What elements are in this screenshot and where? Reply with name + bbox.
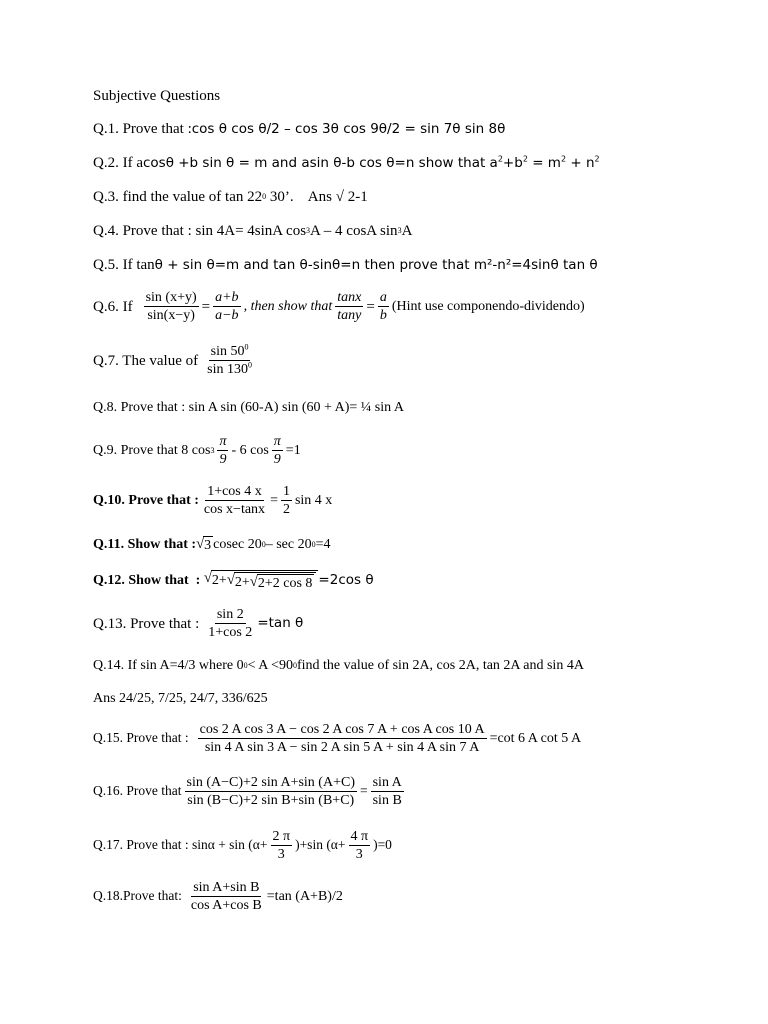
question-5: Q.5. If tan θ + sin θ=m and tan θ-sinθ=n then prove that m²-n²=4sinθ tan θ [93,256,598,273]
question-9: Q.9. Prove that 8 cos 3 $\frac{\pi}{9}$ - 6 cos $\frac{\pi}{9}$ =1 [93,434,301,468]
fraction: $\frac{a+b}{a-b}$ [215,290,239,324]
question-14: Q.14. If sin A=4/3 where 0 0 < A <90 0 find the value of sin 2A, cos 2A, tan 2A and sin 4A [93,658,584,673]
fraction: $\frac{\tan x}{\tan y}$ [337,290,362,324]
square-root: √ 3 [196,536,212,553]
question-2: Q.2. If a cosθ +b sin θ = m and asin θ-b cos θ=n show that $a^2+b^2 = m^2 + n^2$ [93,154,600,171]
question-1: Q.1. Prove that : cos θ cos θ/2 – cos 3θ cos 9θ/2 = sin 7θ sin 8θ [93,120,506,137]
question-15: Q.15. Prove that : $\frac{\text{cos 2 A cos 3 A − cos 2 A cos 7 A + cos A cos 10 A}}{\text{sin 4 A sin 3 A − sin 2 A sin 5 A + sin 4 A sin 7 A}}$ =cot 6 A cot 5 A [93,722,582,756]
question-4: Q.4. Prove that : sin 4A= 4sinA cos 3 A – 4 cosA sin 3 A [93,223,413,239]
fraction: $\frac{\sin 50^0}{\sin 130^0}$ [207,342,252,378]
question-3: Q.3. find the value of tan 22 0 30’. Ans √ 2-1 [93,189,368,205]
question-6: Q.6. If $\frac{\sin (x+y)}{\sin(x-y)}$ = $\frac{a+b}{a-b}$ , then show that $\frac{\tan x}{\tan y}$ = $\frac{a}{b}$ (Hint use componendo-dividendo) [93,290,585,324]
fraction: $\frac{\pi}{9}$ [273,434,281,468]
question-10: Q.10. Prove that : $\frac{1+\cos 4 x}{\text{cos x−tanx}}$ = $\frac{1}{2}$ sin 4 x [93,484,333,518]
fraction: $\frac{\text{sin (A−C)+2 sin A+sin (A+C)}}{\text{sin (B−C)+2 sin B+sin (B+C)}}$ [186,775,355,809]
fraction: $\frac{\sin 2}{1+\cos 2}$ [208,607,253,641]
fraction: $\frac{\sin (x+y)}{\sin(x-y)}$ [145,290,197,324]
fraction: $\frac{1}{2}$ [282,484,290,518]
fraction: $\frac{4 \pi}{3}$ [350,829,369,863]
fraction: $\frac{\text{sin A}}{\text{sin B}}$ [372,775,402,809]
question-11: Q.11. Show that : √ 3 cosec 20 0 – sec 20 0 =4 [93,536,331,553]
nested-square-root: √ 2+ √ 2+ √ 2+2 cos 8 [204,570,319,591]
fraction: $\frac{a}{b}$ [379,290,387,324]
page-title: Subjective Questions [93,88,221,104]
question-16: Q.16. Prove that $\frac{\text{sin (A−C)+2 sin A+sin (A+C)}}{\text{sin (B−C)+2 sin B+sin (B+C)}}$ = $\frac{\text{sin A}}{\text{sin B}}$ [93,775,402,809]
fraction: $\frac{\text{sin A+sin B}}{\text{cos A+cos B}}$ [190,880,262,914]
question-12: Q.12. Show that : √ 2+ √ 2+ √ 2+2 cos 8 =2cos θ [93,570,374,591]
answer-14: Ans 24/25, 7/25, 24/7, 336/625 [93,691,268,706]
fraction: $\frac{1+\cos 4 x}{\text{cos x−tanx}}$ [203,484,266,518]
question-18: Q.18.Prove that: $\frac{\text{sin A+sin B}}{\text{cos A+cos B}}$ =tan (A+B)/2 [93,880,343,914]
fraction: $\frac{2 \pi}{3}$ [272,829,291,863]
fraction: $\frac{\text{cos 2 A cos 3 A − cos 2 A cos 7 A + cos A cos 10 A}}{\text{sin 4 A sin 3 A − sin 2 A sin 5 A + sin 4 A sin 7 A}}$ [199,722,485,756]
question-7: Q.7. The value of $\frac{\sin 50^0}{\sin 130^0}$ [93,342,252,378]
question-17: Q.17. Prove that : sinα + sin (α+ $\frac{2 \pi}{3}$ )+sin (α+ $\frac{4 \pi}{3}$ )=0 [93,829,392,863]
fraction: $\frac{\pi}{9}$ [219,434,227,468]
question-8: Q.8. Prove that : sin A sin (60-A) sin (60 + A)= ¼ sin A [93,400,404,415]
question-13: Q.13. Prove that : $\frac{\sin 2}{1+\cos 2}$ =tan θ [93,607,304,641]
